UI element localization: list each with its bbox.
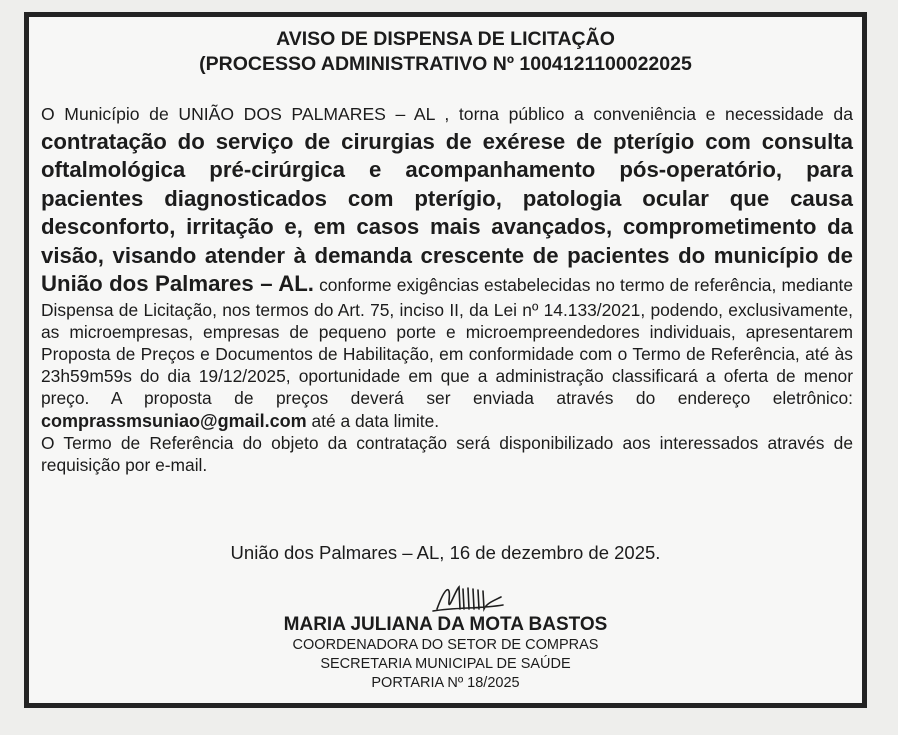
availability-text: O Termo de Referência do objeto da contratação será disponibilizado aos interessados através de requisição por e-mail. — [41, 432, 853, 475]
signer-ordinance: PORTARIA Nº 18/2025 — [371, 675, 520, 691]
submission-email: comprassmsuniao@gmail.com — [41, 410, 307, 431]
signer-department: SECRETARIA MUNICIPAL DE SAÚDE — [320, 656, 571, 672]
deadline-text: até a data limite. — [306, 410, 440, 431]
conditions-text: conforme exigências estabelecidas no termo de referência, mediante Dispensa de Licitação, nos termos do Art. 75, inciso II, da Lei nº 14.133/2021, podendo, exclusivamente, as microempresas, empresas de pequeno porte e microempreendedores individuais, apresentarem Proposta de Preços e Documentos de Habilitação, em conformidade com o Termo de Referência, até às 23h59m59s do dia 19/12/2025, oportunidade em que a administração classificará a oferta de menor preço. A proposta de preços deverá ser enviada através do endereço eletrônico: — [41, 275, 853, 409]
notice-title: AVISO DE DISPENSA DE LICITAÇÃO — [276, 28, 615, 50]
process-number: (PROCESSO ADMINISTRATIVO Nº 1004121100022025 — [199, 53, 692, 75]
contract-object: contratação do serviço de cirurgias de exérese de pterígio com consulta oftalmológica pré-cirúrgica e acompanhamento pós-operatório, para pacientes diagnosticados com pterígio, patologia ocular que causa desconforto, irritação e, em casos mais avançados, comprometimento da visão, visando atender à demanda crescente de pacientes do município de União dos Palmares – AL. — [41, 128, 853, 296]
signer-role: COORDENADORA DO SETOR DE COMPRAS — [292, 637, 599, 653]
date-line: União dos Palmares – AL, 16 de dezembro de 2025. — [230, 542, 661, 563]
body-lead: O Município de UNIÃO DOS PALMARES – AL , torna público a conveniência e necessidade da — [41, 104, 853, 124]
notice-body — [41, 99, 853, 476]
notice-header — [29, 27, 862, 77]
notice-frame — [24, 12, 867, 708]
signer-name: MARIA JULIANA DA MOTA BASTOS — [283, 614, 608, 635]
signer-block — [29, 614, 862, 693]
